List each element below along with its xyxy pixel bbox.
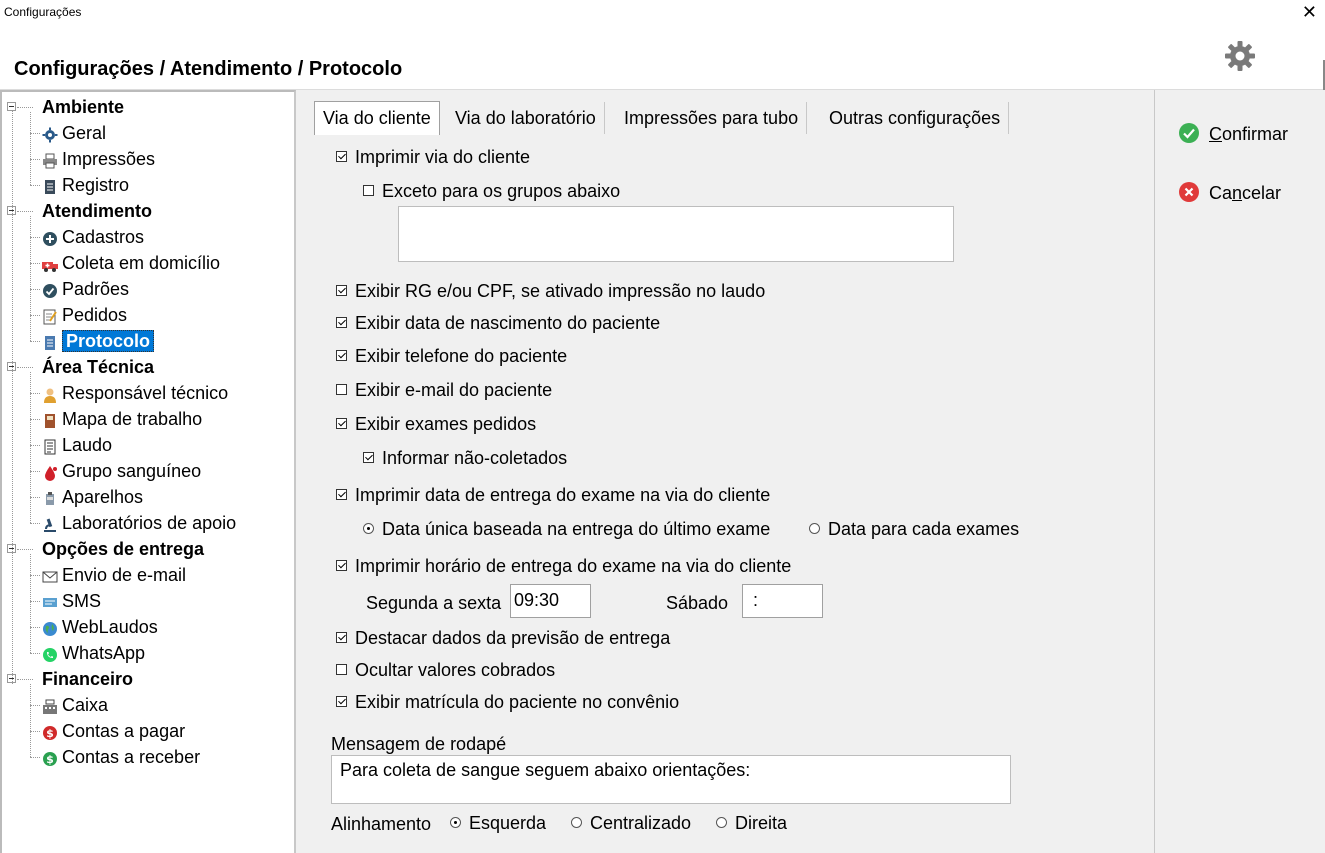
segunda-sexta-label: Segunda a sexta — [366, 593, 502, 613]
check-circle-icon — [42, 280, 58, 296]
tab-via-do-cliente[interactable]: Via do cliente — [314, 101, 440, 135]
rodape-textarea[interactable]: Para coleta de sangue seguem abaixo orientações: — [331, 755, 1011, 804]
sidebar-item-laudo[interactable] — [42, 432, 112, 458]
sidebar-item-label: Aparelhos — [62, 487, 144, 507]
radio-circle[interactable] — [450, 817, 461, 828]
grupos-listbox[interactable] — [398, 206, 954, 262]
actions-panel — [1154, 90, 1325, 853]
checkbox-box[interactable] — [336, 151, 347, 162]
tab-impressoes-para-tubo[interactable]: Impressões para tubo — [616, 102, 807, 134]
tree-connector — [30, 497, 40, 498]
exibir-matricula-checkbox[interactable]: Exibir matrícula do paciente no convênio — [336, 690, 679, 714]
radio-circle[interactable] — [809, 523, 820, 534]
main-panel — [304, 90, 1154, 853]
sidebar-item-geral[interactable] — [42, 120, 106, 146]
sidebar-item-label: Coleta em domicílio — [62, 253, 221, 273]
checkbox-box[interactable] — [336, 285, 347, 296]
sidebar-item-label: Impressões — [62, 149, 156, 169]
sidebar-item-weblaudos[interactable] — [42, 614, 158, 640]
tree-connector — [30, 185, 40, 186]
tree-group-ambiente[interactable]: Ambiente — [42, 97, 125, 117]
sidebar-item-label: Laboratórios de apoio — [62, 513, 237, 533]
sidebar-item-label: Laudo — [62, 435, 113, 455]
tree-connector — [12, 110, 13, 684]
sidebar-item-coleta-em-domicilio[interactable] — [42, 250, 220, 276]
tree-group-atendimento[interactable]: Atendimento — [42, 201, 152, 221]
data-cada-radio[interactable]: Data para cada exames — [809, 517, 1019, 541]
sidebar-item-cadastros[interactable] — [42, 224, 144, 250]
tree-connector — [30, 393, 40, 394]
microscope-icon — [42, 514, 58, 530]
alinhamento-esquerda-radio[interactable]: Esquerda — [450, 811, 546, 835]
document-icon — [42, 176, 58, 192]
sidebar-item-label: WebLaudos — [62, 617, 158, 637]
dollar-green-icon — [42, 748, 58, 767]
settings-tree — [0, 90, 296, 853]
confirmar-button[interactable]: Confirmar — [1179, 122, 1288, 146]
tree-connector — [30, 731, 40, 732]
exibir-exames-checkbox[interactable]: Exibir exames pedidos — [336, 412, 536, 436]
checkbox-box[interactable] — [336, 696, 347, 707]
breadcrumb: Configurações / Atendimento / Protocolo — [14, 58, 403, 80]
checkbox-box[interactable] — [336, 317, 347, 328]
checkbox-box[interactable] — [336, 632, 347, 643]
tree-connector — [30, 133, 40, 134]
tree-connector — [30, 341, 40, 342]
device-icon — [42, 488, 58, 504]
sidebar-item-label: Protocolo — [62, 330, 154, 352]
exibir-nascimento-checkbox[interactable]: Exibir data de nascimento do paciente — [336, 311, 660, 335]
tree-connector — [30, 471, 40, 472]
sidebar-item-contas-a-receber[interactable] — [42, 744, 200, 770]
rodape-label: Mensagem de rodapé — [331, 734, 507, 754]
checkbox-box[interactable] — [336, 664, 347, 675]
page-icon — [42, 332, 58, 348]
imprimir-data-entrega-checkbox[interactable]: Imprimir data de entrega do exame na via do cliente — [336, 483, 770, 507]
tree-connector — [30, 372, 31, 523]
tree-connector — [17, 107, 33, 108]
tree-connector — [30, 757, 40, 758]
tree-connector — [30, 575, 40, 576]
data-unica-radio[interactable]: Data única baseada na entrega do último exame — [363, 517, 770, 541]
sidebar-item-label: Responsável técnico — [62, 383, 229, 403]
close-icon[interactable]: ✕ — [1301, 2, 1317, 22]
sms-icon — [42, 592, 58, 608]
imprimir-via-checkbox[interactable]: Imprimir via do cliente — [336, 145, 530, 169]
ocultar-valores-checkbox[interactable]: Ocultar valores cobrados — [336, 658, 555, 682]
radio-circle[interactable] — [571, 817, 582, 828]
sidebar-item-label: Registro — [62, 175, 130, 195]
svg-text:$: $ — [46, 753, 54, 767]
tree-group-opcoes-de-entrega[interactable]: Opções de entrega — [42, 539, 205, 559]
alinhamento-label: Alinhamento — [331, 814, 432, 834]
tree-group-area-tecnica[interactable]: Área Técnica — [42, 357, 155, 377]
plus-circle-icon — [42, 228, 58, 244]
edit-document-icon — [42, 306, 58, 322]
sidebar-item-label: SMS — [62, 591, 102, 611]
tree-connector — [30, 216, 31, 341]
sidebar-item-envio-de-e-mail[interactable] — [42, 562, 186, 588]
tree-connector — [30, 627, 40, 628]
checkbox-box[interactable] — [363, 452, 374, 463]
exibir-rg-checkbox[interactable]: Exibir RG e/ou CPF, se ativado impressão no laudo — [336, 279, 765, 303]
tree-connector — [30, 263, 40, 264]
tab-via-do-laboratorio[interactable]: Via do laboratório — [447, 102, 605, 134]
sidebar-item-mapa-de-trabalho[interactable] — [42, 406, 202, 432]
confirm-check-icon — [1179, 123, 1199, 143]
title-bar — [0, 0, 1325, 30]
book-icon — [42, 410, 58, 426]
checkbox-box[interactable] — [363, 185, 374, 196]
radio-circle[interactable] — [363, 523, 374, 534]
segunda-sexta-input[interactable]: 09:30 — [510, 584, 591, 618]
report-icon — [42, 436, 58, 452]
sidebar-item-label: Grupo sanguíneo — [62, 461, 202, 481]
splitter[interactable] — [296, 90, 304, 853]
tree-connector — [30, 653, 40, 654]
sidebar-item-label: Padrões — [62, 279, 130, 299]
sabado-label: Sábado — [666, 593, 729, 613]
sidebar-item-aparelhos[interactable] — [42, 484, 143, 510]
tree-connector — [30, 419, 40, 420]
sidebar-item-laboratorios-de-apoio[interactable] — [42, 510, 236, 536]
sabado-input[interactable]: : — [742, 584, 823, 618]
alinhamento-centralizado-radio[interactable]: Centralizado — [571, 811, 691, 835]
sidebar-item-registro[interactable] — [42, 172, 129, 198]
sidebar-item-label: WhatsApp — [62, 643, 146, 663]
sidebar-item-label: Contas a receber — [62, 747, 201, 767]
sidebar-item-sms[interactable] — [42, 588, 101, 614]
envelope-icon — [42, 566, 58, 582]
tree-connector — [30, 315, 40, 316]
tree-connector — [30, 523, 40, 524]
sidebar-item-impressoes[interactable] — [42, 146, 155, 172]
sidebar-item-caixa[interactable] — [42, 692, 108, 718]
tree-connector — [30, 112, 31, 185]
tab-outras-configuracoes[interactable]: Outras configurações — [821, 102, 1009, 134]
tree-connector — [30, 237, 40, 238]
imprimir-horario-checkbox[interactable]: Imprimir horário de entrega do exame na via do cliente — [336, 554, 791, 578]
person-icon — [42, 384, 58, 400]
sidebar-item-padroes[interactable] — [42, 276, 129, 302]
printer-icon — [42, 150, 58, 166]
tree-connector — [17, 549, 33, 550]
tree-connector — [30, 554, 31, 653]
sidebar-item-contas-a-pagar[interactable] — [42, 718, 185, 744]
sidebar-item-grupo-sanguineo[interactable] — [42, 458, 201, 484]
tree-connector — [30, 684, 31, 757]
sidebar-item-label: Geral — [62, 123, 107, 143]
checkbox-box[interactable] — [336, 418, 347, 429]
exibir-telefone-checkbox[interactable]: Exibir telefone do paciente — [336, 344, 567, 368]
window-title: Configurações — [4, 5, 82, 19]
globe-icon — [42, 618, 58, 634]
alinhamento-direita-radio[interactable]: Direita — [716, 811, 787, 835]
tree-connector — [17, 367, 33, 368]
checkbox-box[interactable] — [336, 350, 347, 361]
exibir-email-checkbox[interactable]: Exibir e-mail do paciente — [336, 378, 552, 402]
radio-circle[interactable] — [716, 817, 727, 828]
tree-connector — [17, 679, 33, 680]
tree-connector — [30, 705, 40, 706]
cancelar-button[interactable]: Cancelar — [1179, 181, 1281, 205]
sidebar-item-protocolo[interactable] — [42, 328, 154, 354]
tree-connector — [30, 289, 40, 290]
sidebar-item-label: Contas a pagar — [62, 721, 186, 741]
tree-connector — [30, 445, 40, 446]
tree-connector — [30, 159, 40, 160]
sidebar-item-label: Mapa de trabalho — [62, 409, 203, 429]
cash-register-icon — [42, 696, 58, 712]
svg-text:$: $ — [46, 727, 54, 741]
sidebar-item-pedidos[interactable] — [42, 302, 127, 328]
whatsapp-icon — [42, 644, 58, 660]
blood-drop-icon — [42, 462, 58, 478]
sidebar-item-responsavel-tecnico[interactable] — [42, 380, 228, 406]
cancel-x-icon — [1179, 182, 1199, 202]
informar-nao-coletados-checkbox[interactable]: Informar não-coletados — [363, 446, 567, 470]
checkbox-box[interactable] — [336, 489, 347, 500]
tree-group-financeiro[interactable]: Financeiro — [42, 669, 134, 689]
tree-connector — [17, 211, 33, 212]
header — [0, 30, 1325, 90]
sidebar-item-whatsapp[interactable] — [42, 640, 145, 666]
tree-connector — [30, 601, 40, 602]
sidebar-item-label: Pedidos — [62, 305, 128, 325]
sidebar-item-label: Cadastros — [62, 227, 145, 247]
sidebar-item-label: Caixa — [62, 695, 109, 715]
sidebar-item-label: Envio de e-mail — [62, 565, 187, 585]
exceto-grupos-checkbox[interactable]: Exceto para os grupos abaixo — [363, 179, 620, 203]
checkbox-box[interactable] — [336, 384, 347, 395]
checkbox-box[interactable] — [336, 560, 347, 571]
gear-icon — [42, 124, 58, 140]
destacar-previsao-checkbox[interactable]: Destacar dados da previsão de entrega — [336, 626, 670, 650]
ambulance-icon — [42, 254, 58, 270]
gear-icon[interactable] — [1222, 38, 1258, 74]
dollar-red-icon — [42, 722, 58, 741]
